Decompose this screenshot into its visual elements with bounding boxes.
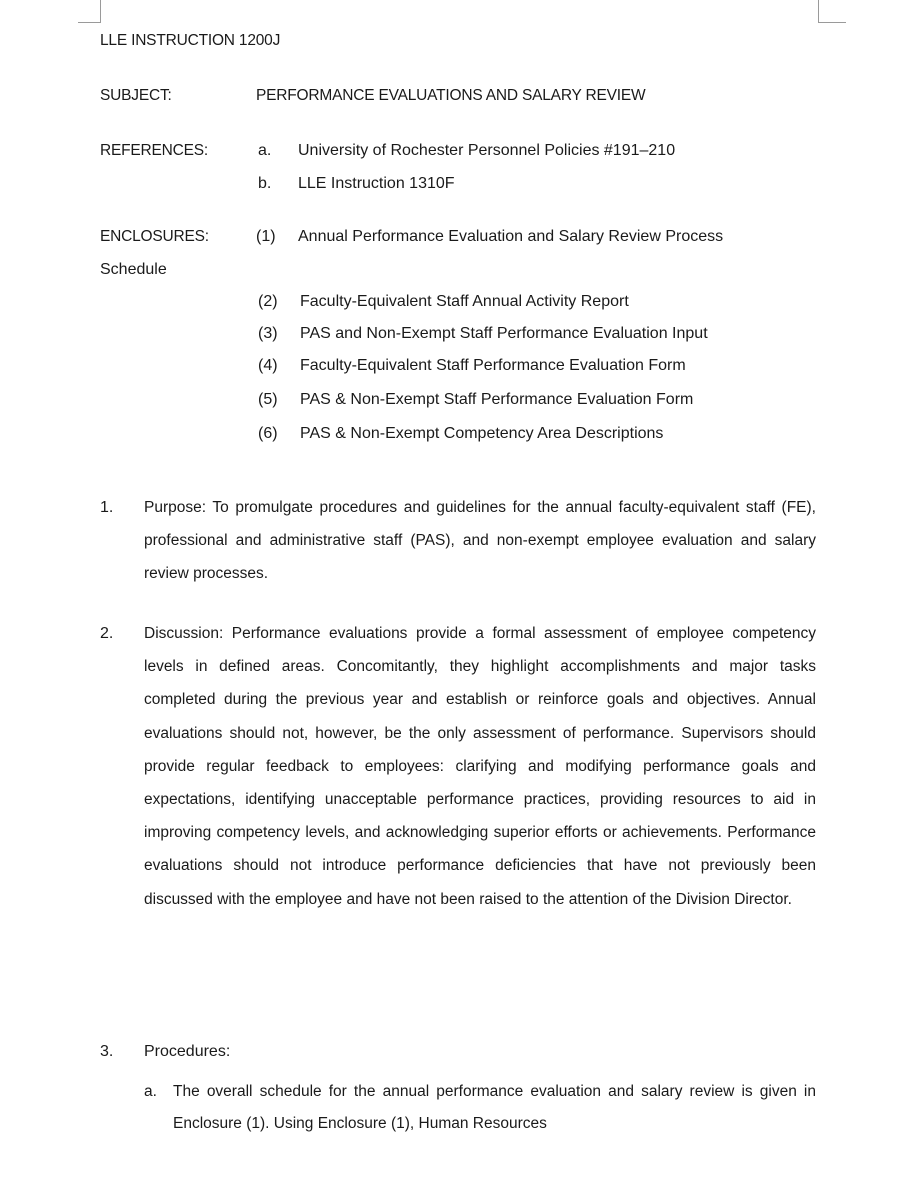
reference-item: University of Rochester Personnel Policies #191–210 xyxy=(298,142,676,159)
enclosure-marker: (6) xyxy=(258,425,278,442)
enclosure-item-wrap: Schedule xyxy=(100,261,167,278)
enclosure-item: PAS & Non-Exempt Competency Area Descriptions xyxy=(300,425,664,442)
enclosure-marker: (5) xyxy=(258,391,278,408)
crop-mark-left-horizontal xyxy=(78,22,101,23)
purpose-paragraph: Purpose: To promulgate procedures and guidelines for the annual faculty-equivalent staff (FE), professional and administrative staff (PAS), and non-exempt employee evaluation and salary review processes. xyxy=(144,499,816,583)
enclosures-label: ENCLOSURES: xyxy=(100,228,209,245)
subject-label: SUBJECT: xyxy=(100,87,172,104)
discussion-paragraph: Discussion: Performance evaluations provide a formal assessment of employee competency levels in defined areas. Concomitantly, they highlight accomplishments and major tasks completed during the previous year and establish or reinforce goals and objectives. Annual evaluations should not, however, be the only assessment of performance. Supervisors should provide regular feedback to employees: clarifying and modifying performance goals and expectations, identifying unacceptable performance practices, providing resources to aid in improving competency levels, and acknowledging superior efforts or achievements. Performance evaluations should not introduce performance deficiencies that have not previously been discussed with the employee and have not been raised to the attention of the Division Director. xyxy=(144,625,816,908)
instruction-number: LLE INSTRUCTION 1200J xyxy=(100,32,281,49)
enclosure-marker: (4) xyxy=(258,357,278,374)
enclosure-item: Annual Performance Evaluation and Salary Review Process xyxy=(298,228,724,245)
enclosure-marker: (3) xyxy=(258,325,278,342)
subject-title: PERFORMANCE EVALUATIONS AND SALARY REVIEW xyxy=(256,87,646,104)
crop-mark-right-vertical xyxy=(818,0,819,22)
section-number: 1. xyxy=(100,499,114,516)
procedures-heading: Procedures: xyxy=(144,1043,231,1060)
references-label: REFERENCES: xyxy=(100,142,209,159)
enclosure-marker: (1) xyxy=(256,228,276,245)
reference-marker: a. xyxy=(258,142,272,159)
section-number: 2. xyxy=(100,625,114,642)
crop-mark-left-vertical xyxy=(100,0,101,22)
reference-marker: b. xyxy=(258,175,272,192)
enclosure-item: PAS & Non-Exempt Staff Performance Evaluation Form xyxy=(300,391,694,408)
crop-mark-right-horizontal xyxy=(818,22,846,23)
procedure-item-marker: a. xyxy=(144,1083,157,1100)
enclosure-marker: (2) xyxy=(258,293,278,310)
procedure-item xyxy=(144,1076,816,1140)
enclosure-item: Faculty-Equivalent Staff Performance Evaluation Form xyxy=(300,357,686,374)
procedure-item-text: The overall schedule for the annual performance evaluation and salary review is given in Enclosure (1). Using Enclosure (1), Human Resources xyxy=(173,1083,816,1132)
reference-item: LLE Instruction 1310F xyxy=(298,175,455,192)
enclosure-item: Faculty-Equivalent Staff Annual Activity Report xyxy=(300,293,629,310)
enclosure-item: PAS and Non-Exempt Staff Performance Evaluation Input xyxy=(300,325,708,342)
section-number: 3. xyxy=(100,1043,114,1060)
